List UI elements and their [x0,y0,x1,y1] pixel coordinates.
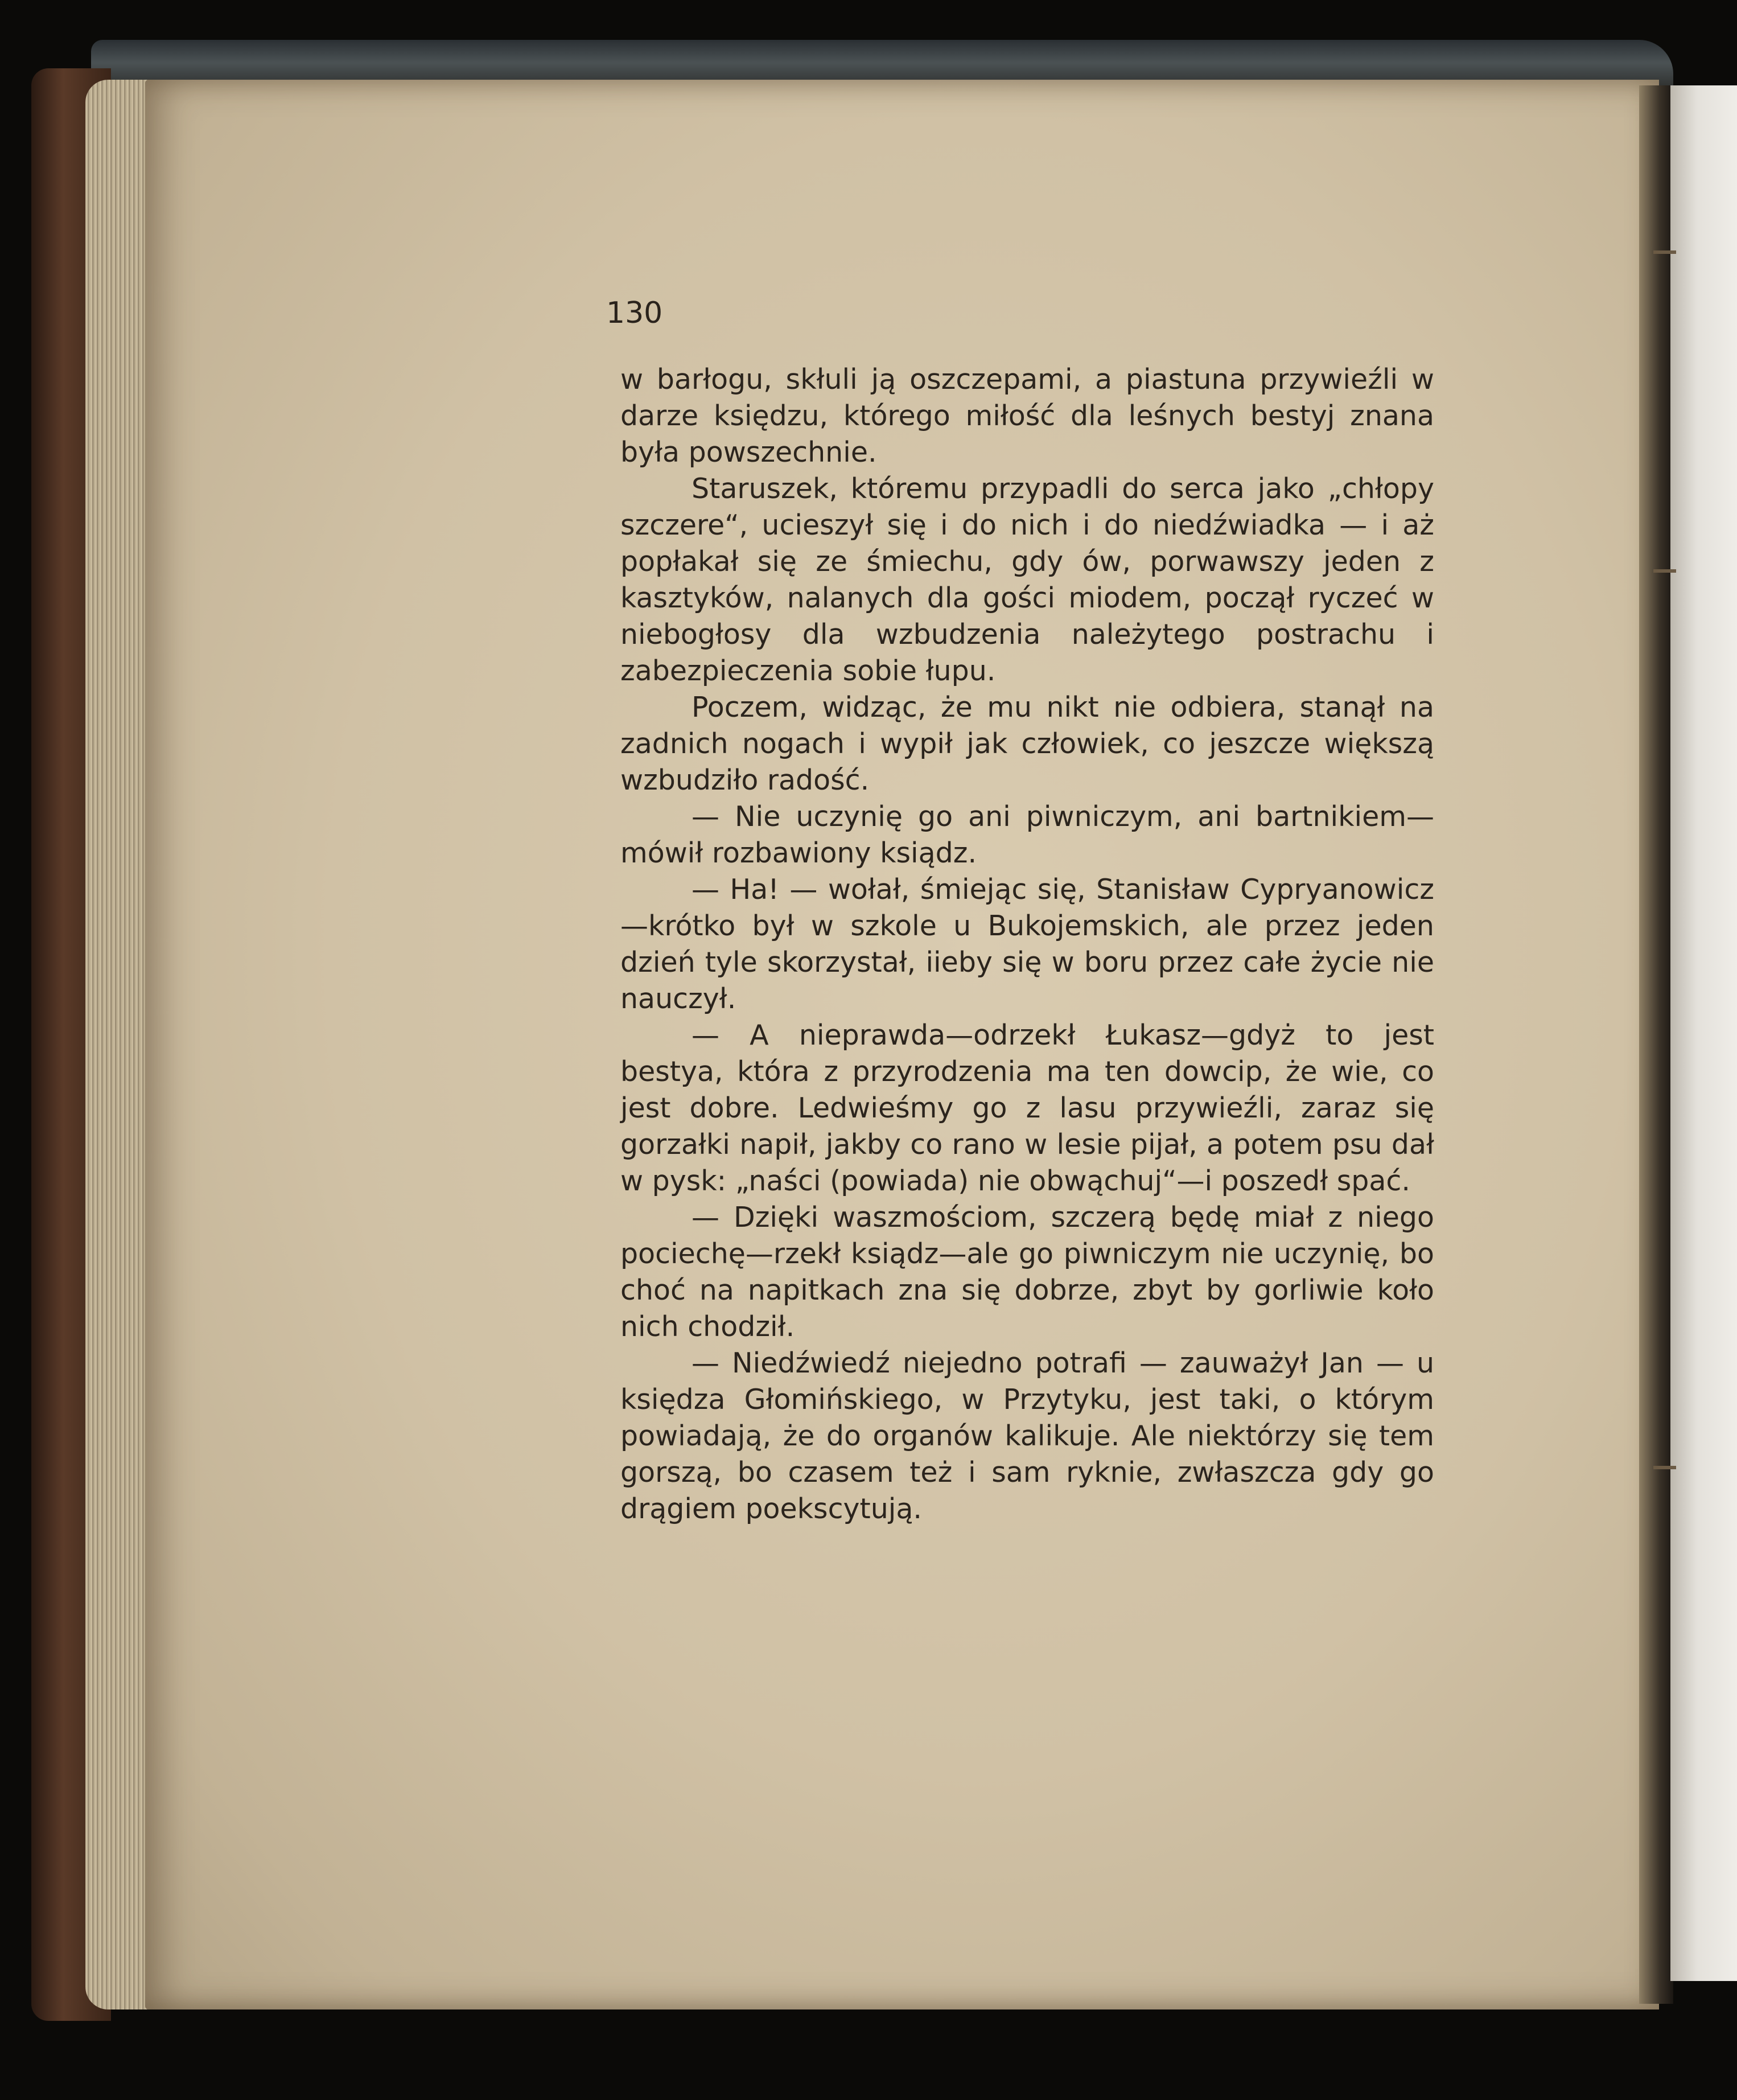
paragraph: w barłogu, skłuli ją oszczepami, a piastuna przywieźli w darze księdzu, którego miłość dla leśnych bestyj znana była powszechnie. [620,363,1434,469]
paragraph: Poczem, widząc, że mu nikt nie odbiera, stanął na zadnich nogach i wypił jak człowiek, co jeszcze większą wzbudziło radość. [620,691,1434,796]
thread-marker [1653,1466,1676,1469]
thread-marker [1653,250,1676,254]
paragraph: — Ha! — wołał, śmiejąc się, Stanisław Cypryanowicz—krótko był w szkole u Bukojemskich, ale przez jeden dzień tyle skorzystał, iieby się w boru przez całe życie nie nauczył. [620,873,1434,1015]
body-text [620,361,1434,1527]
thread-marker [1653,569,1676,573]
facing-page-edge [1670,85,1737,1981]
paragraph: — Nie uczynię go ani piwniczym, ani bartnikiem— mówił rozbawiony ksiądz. [620,800,1434,869]
page-number: 130 [606,296,663,330]
paragraph: — Niedźwiedź niejedno potrafi — zauważył Jan — u księdza Głomińskiego, w Przytyku, jest taki, o którym powiadają, że do organów kalikuje. Ale niektórzy się tem gorszą, bo czasem też i sam ryknie, zwłaszcza gdy go drągiem poekscytują. [620,1347,1434,1525]
paragraph: — A nieprawda—odrzekł Łukasz—gdyż to jest bestya, która z przyrodzenia ma ten dowcip, że wie, co jest dobre. Ledwieśmy go z lasu przywieźli, zaraz się gorzałki napił, jakby co rano w lesie pijał, a potem psu dał w pysk: „naści (powiada) nie obwąchuj“—i poszedł spać. [620,1019,1434,1197]
paragraph: Staruszek, któremu przypadli do serca jako „chłopy szczere“, ucieszył się i do nich i do niedźwiadka — i aż popłakał się ze śmiechu, gdy ów, porwawszy jeden z kasztyków, nalanych dla gości miodem, począł ryczeć w niebogłosy dla wzbudzenia należytego postrachu i zabezpieczenia sobie łupu. [620,472,1434,687]
book-gutter [1639,85,1673,2004]
paragraph: — Dzięki waszmościom, szczerą będę miał z niego pociechę—rzekł ksiądz—ale go piwniczym nie uczynię, bo choć na napitkach zna się dobrze, zbyt by gorliwie koło nich chodził. [620,1201,1434,1343]
